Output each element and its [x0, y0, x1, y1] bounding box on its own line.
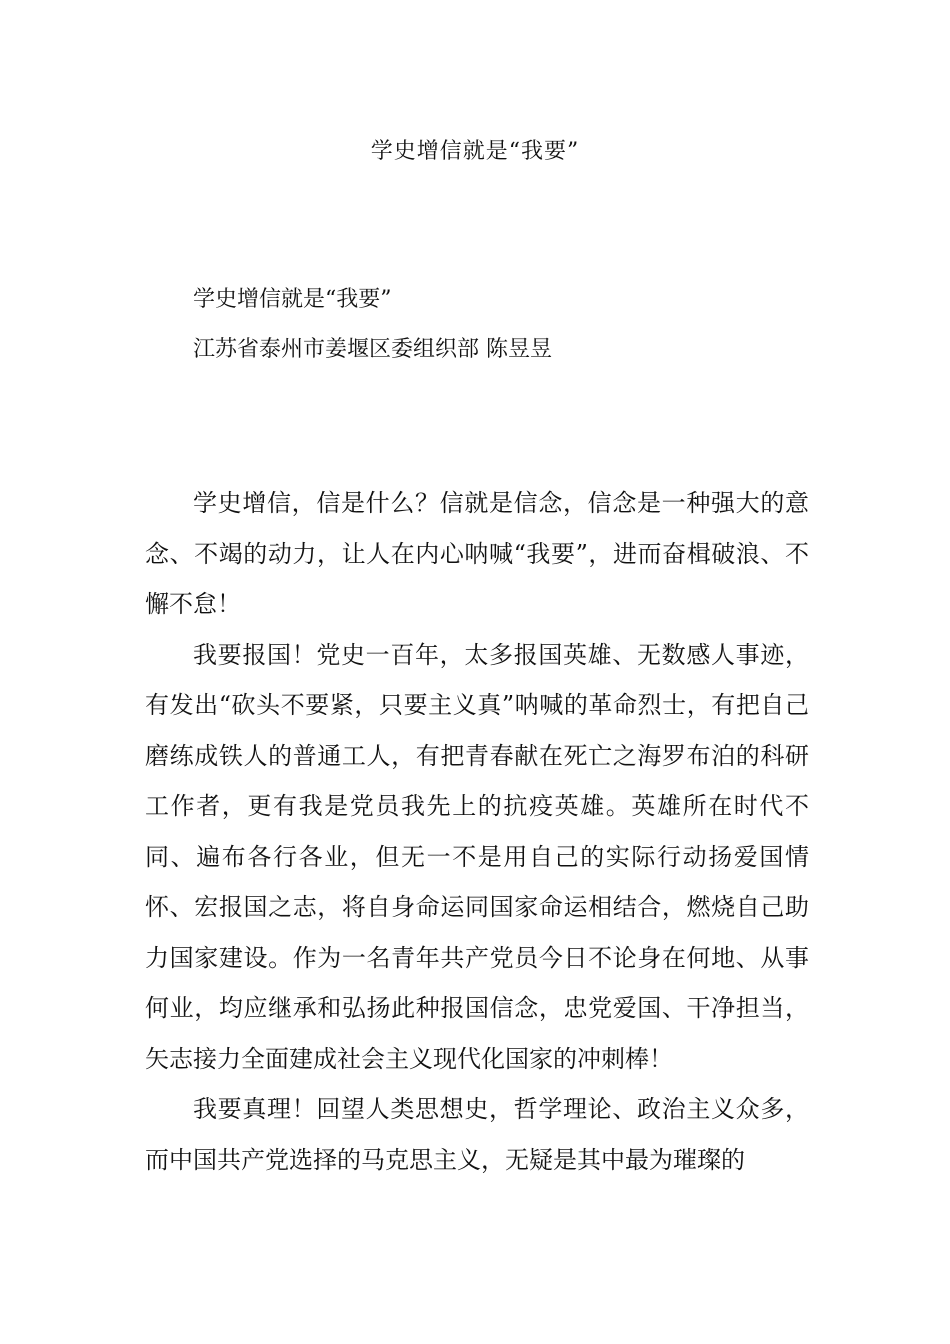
paragraph: 我要真理！回望人类思想史，哲学理论、政治主义众多，而中国共产党选择的马克思主义，无疑是其中最为璀璨的	[145, 1095, 809, 1174]
paragraph: 学史增信，信是什么？信就是信念，信念是一种强大的意念、不竭的动力，让人在内心呐喊“我要”，进而奋楫破浪、不懈不怠！	[145, 489, 809, 618]
document-title: 学史增信就是“我要”	[370, 139, 580, 164]
article-body	[145, 478, 809, 1185]
article-title: 学史增信就是“我要”	[193, 287, 392, 312]
paragraph: 我要报国！党史一百年，太多报国英雄、无数感人事迹，有发出“砍头不要紧，只要主义真”呐喊的革命烈士，有把自己磨练成铁人的普通工人，有把青春献在死亡之海罗布泊的科研工作者，更有我是党员我先上的抗疫英雄。英雄所在时代不同、遍布各行各业，但无一不是用自己的实际行动扬爱国情怀、宏报国之志，将自身命运同国家命运相结合，燃烧自己助力国家建设。作为一名青年共产党员今日不论身在何地、从事何业，均应继承和弘扬此种报国信念，忠党爱国、干净担当，矢志接力全面建成社会主义现代化国家的冲刺棒！	[145, 640, 809, 1073]
author-line: 江苏省泰州市姜堰区委组织部 陈昱昱	[193, 337, 552, 362]
